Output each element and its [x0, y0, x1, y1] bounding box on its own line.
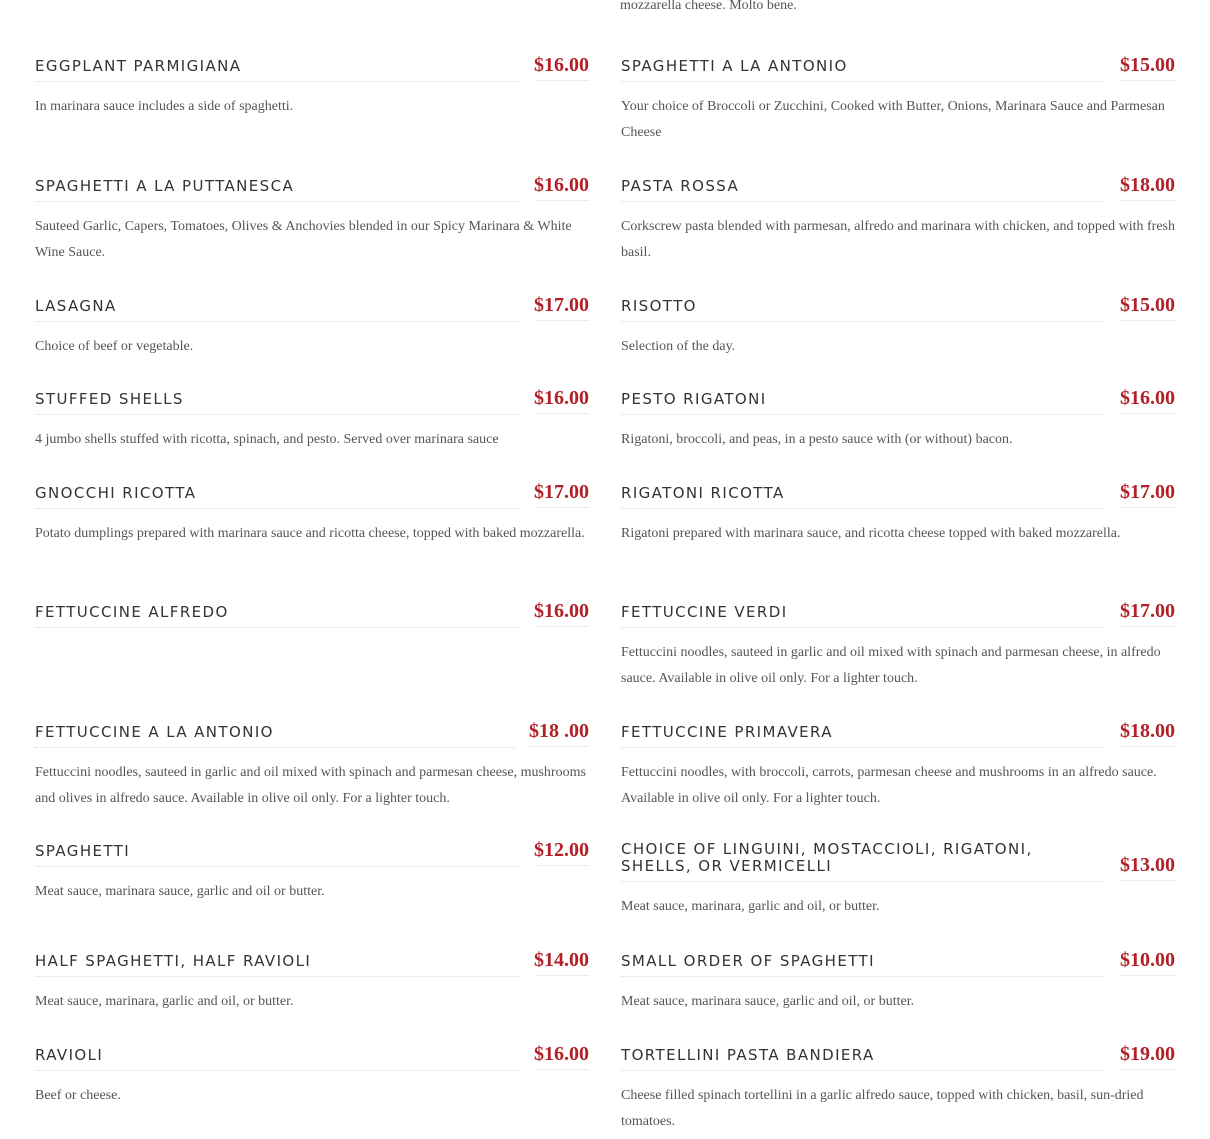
menu-item-header	[621, 296, 1175, 322]
menu-item-price: $17.00	[534, 482, 589, 508]
menu-item-name: TORTELLINI PASTA BANDIERA	[621, 1047, 1106, 1071]
menu-item-name: FETTUCCINE ALFREDO	[35, 604, 520, 628]
menu-item-description: Rigatoni prepared with marinara sauce, and ricotta cheese topped with baked mozzarella.	[621, 526, 1121, 541]
menu-item	[621, 951, 1175, 1045]
menu-item-description: Fettuccini noodles, with broccoli, carrots, parmesan cheese and mushrooms in an alfredo sauce. Available in olive oil only. For a lighter touch.	[621, 765, 1157, 806]
menu-item-name: RAVIOLI	[35, 1047, 520, 1071]
menu-item-description: Your choice of Broccoli or Zucchini, Cooked with Butter, Onions, Marinara Sauce and Parmesan Cheese	[621, 99, 1165, 140]
menu-item-description: Choice of beef or vegetable.	[35, 339, 194, 354]
menu-item-header	[35, 722, 589, 748]
menu-item	[35, 1045, 589, 1135]
menu-item-header	[35, 951, 589, 977]
menu-item-price: $15.00	[1120, 295, 1175, 321]
menu-item-description: Fettuccini noodles, sauteed in garlic and oil mixed with spinach and parmesan cheese, mushrooms and olives in alfredo sauce. Available in olive oil only. For a lighter touch.	[35, 765, 586, 806]
menu-item-name: CHOICE OF LINGUINI, MOSTACCIOLI, RIGATONI, SHELLS, OR VERMICELLI	[621, 841, 1106, 882]
menu-item	[621, 1045, 1175, 1135]
menu-item	[621, 483, 1175, 602]
menu-item-description: Meat sauce, marinara, garlic and oil, or butter.	[35, 994, 294, 1009]
menu-item-name: PESTO RIGATONI	[621, 391, 1106, 415]
menu-item-header	[621, 1045, 1175, 1071]
menu-item	[35, 951, 589, 1045]
menu-item-description: Meat sauce, marinara, garlic and oil, or butter.	[621, 899, 880, 914]
menu-item-description: Corkscrew pasta blended with parmesan, alfredo and marinara with chicken, and topped with fresh basil.	[621, 219, 1175, 260]
menu-item-header	[35, 389, 589, 415]
menu-item-price: $16.00	[534, 1044, 589, 1070]
previous-item-description-fragment: mozzarella cheese. Molto bene.	[620, 0, 797, 13]
menu-item-description: Potato dumplings prepared with marinara sauce and ricotta cheese, topped with baked mozzarella.	[35, 526, 585, 541]
menu-item-name: SPAGHETTI A LA PUTTANESCA	[35, 178, 520, 202]
menu-row	[35, 176, 1175, 296]
menu-item-description: Fettuccini noodles, sauteed in garlic and oil mixed with spinach and parmesan cheese, in alfredo sauce. Available in olive oil only. For a lighter touch.	[621, 645, 1161, 686]
menu-item	[35, 722, 589, 841]
menu-item-name: LASAGNA	[35, 298, 520, 322]
menu-item-price: $17.00	[534, 295, 589, 321]
menu-item	[35, 56, 589, 176]
menu-item	[35, 176, 589, 296]
menu-item-price: $16.00	[534, 175, 589, 201]
menu-item-header	[621, 56, 1175, 82]
menu-item-description: Meat sauce, marinara sauce, garlic and oil or butter.	[35, 884, 325, 899]
menu-item-price: $16.00	[534, 601, 589, 627]
menu-item-header	[35, 602, 589, 628]
menu-item-name: RIGATONI RICOTTA	[621, 485, 1106, 509]
menu-item-name: RISOTTO	[621, 298, 1106, 322]
menu-item-name: HALF SPAGHETTI, HALF RAVIOLI	[35, 953, 520, 977]
menu-item-description: Selection of the day.	[621, 339, 736, 354]
menu-item-name: GNOCCHI RICOTTA	[35, 485, 520, 509]
menu-item-price: $18 .00	[529, 721, 589, 747]
pasta-menu	[35, 56, 1175, 1135]
menu-item-price: $14.00	[534, 950, 589, 976]
menu-item-price: $13.00	[1120, 855, 1175, 881]
menu-item-header	[35, 1045, 589, 1071]
menu-item-header	[621, 951, 1175, 977]
menu-item-price: $19.00	[1120, 1044, 1175, 1070]
menu-row	[35, 483, 1175, 602]
menu-item-header	[35, 841, 589, 867]
menu-item	[621, 602, 1175, 722]
menu-row	[35, 56, 1175, 176]
menu-item-price: $10.00	[1120, 950, 1175, 976]
menu-item-name: FETTUCCINE VERDI	[621, 604, 1106, 628]
menu-item-header	[621, 841, 1175, 882]
menu-item	[621, 176, 1175, 296]
menu-item-description: Beef or cheese.	[35, 1088, 121, 1103]
menu-item-price: $16.00	[1120, 388, 1175, 414]
menu-item-price: $16.00	[534, 55, 589, 81]
menu-item-name: FETTUCCINE A LA ANTONIO	[35, 724, 515, 748]
menu-item-description: Cheese filled spinach tortellini in a garlic alfredo sauce, topped with chicken, basil, sun-dried tomatoes.	[621, 1088, 1144, 1129]
menu-item-name: SPAGHETTI	[35, 843, 520, 867]
menu-item-description: 4 jumbo shells stuffed with ricotta, spinach, and pesto. Served over marinara sauce	[35, 432, 499, 447]
menu-item-description: Meat sauce, marinara sauce, garlic and oil, or butter.	[621, 994, 915, 1009]
menu-item-header	[35, 56, 589, 82]
menu-row	[35, 951, 1175, 1045]
menu-row	[35, 1045, 1175, 1135]
menu-item-name: PASTA ROSSA	[621, 178, 1106, 202]
menu-item-header	[35, 296, 589, 322]
menu-item-name: SPAGHETTI A LA ANTONIO	[621, 58, 1106, 82]
menu-item-name: EGGPLANT PARMIGIANA	[35, 58, 520, 82]
menu-item-description: In marinara sauce includes a side of spaghetti.	[35, 99, 294, 114]
menu-row	[35, 296, 1175, 389]
menu-item	[621, 722, 1175, 841]
menu-item-header	[621, 176, 1175, 202]
menu-item	[621, 56, 1175, 176]
menu-row	[35, 722, 1175, 841]
menu-item-price: $18.00	[1120, 721, 1175, 747]
menu-item-name: STUFFED SHELLS	[35, 391, 520, 415]
menu-item	[35, 483, 589, 602]
menu-item-description: Rigatoni, broccoli, and peas, in a pesto sauce with (or without) bacon.	[621, 432, 1013, 447]
menu-item	[35, 841, 589, 951]
menu-item	[35, 602, 589, 722]
menu-item	[35, 389, 589, 483]
menu-item-price: $17.00	[1120, 482, 1175, 508]
menu-item-header	[621, 602, 1175, 628]
menu-row	[35, 841, 1175, 951]
menu-item	[621, 841, 1175, 951]
menu-item-price: $15.00	[1120, 55, 1175, 81]
menu-item-header	[621, 722, 1175, 748]
menu-item	[621, 389, 1175, 483]
menu-item-header	[621, 483, 1175, 509]
menu-item-header	[35, 176, 589, 202]
menu-row	[35, 602, 1175, 722]
menu-item-description: Sauteed Garlic, Capers, Tomatoes, Olives & Anchovies blended in our Spicy Marinara & White Wine Sauce.	[35, 219, 572, 260]
menu-item-name: SMALL ORDER OF SPAGHETTI	[621, 953, 1106, 977]
menu-item-price: $16.00	[534, 388, 589, 414]
menu-row	[35, 389, 1175, 483]
menu-item-price: $18.00	[1120, 175, 1175, 201]
menu-item-header	[621, 389, 1175, 415]
menu-item-header	[35, 483, 589, 509]
menu-item-price: $12.00	[534, 840, 589, 866]
menu-item	[621, 296, 1175, 389]
menu-item-name: FETTUCCINE PRIMAVERA	[621, 724, 1106, 748]
menu-item-price: $17.00	[1120, 601, 1175, 627]
menu-item	[35, 296, 589, 389]
